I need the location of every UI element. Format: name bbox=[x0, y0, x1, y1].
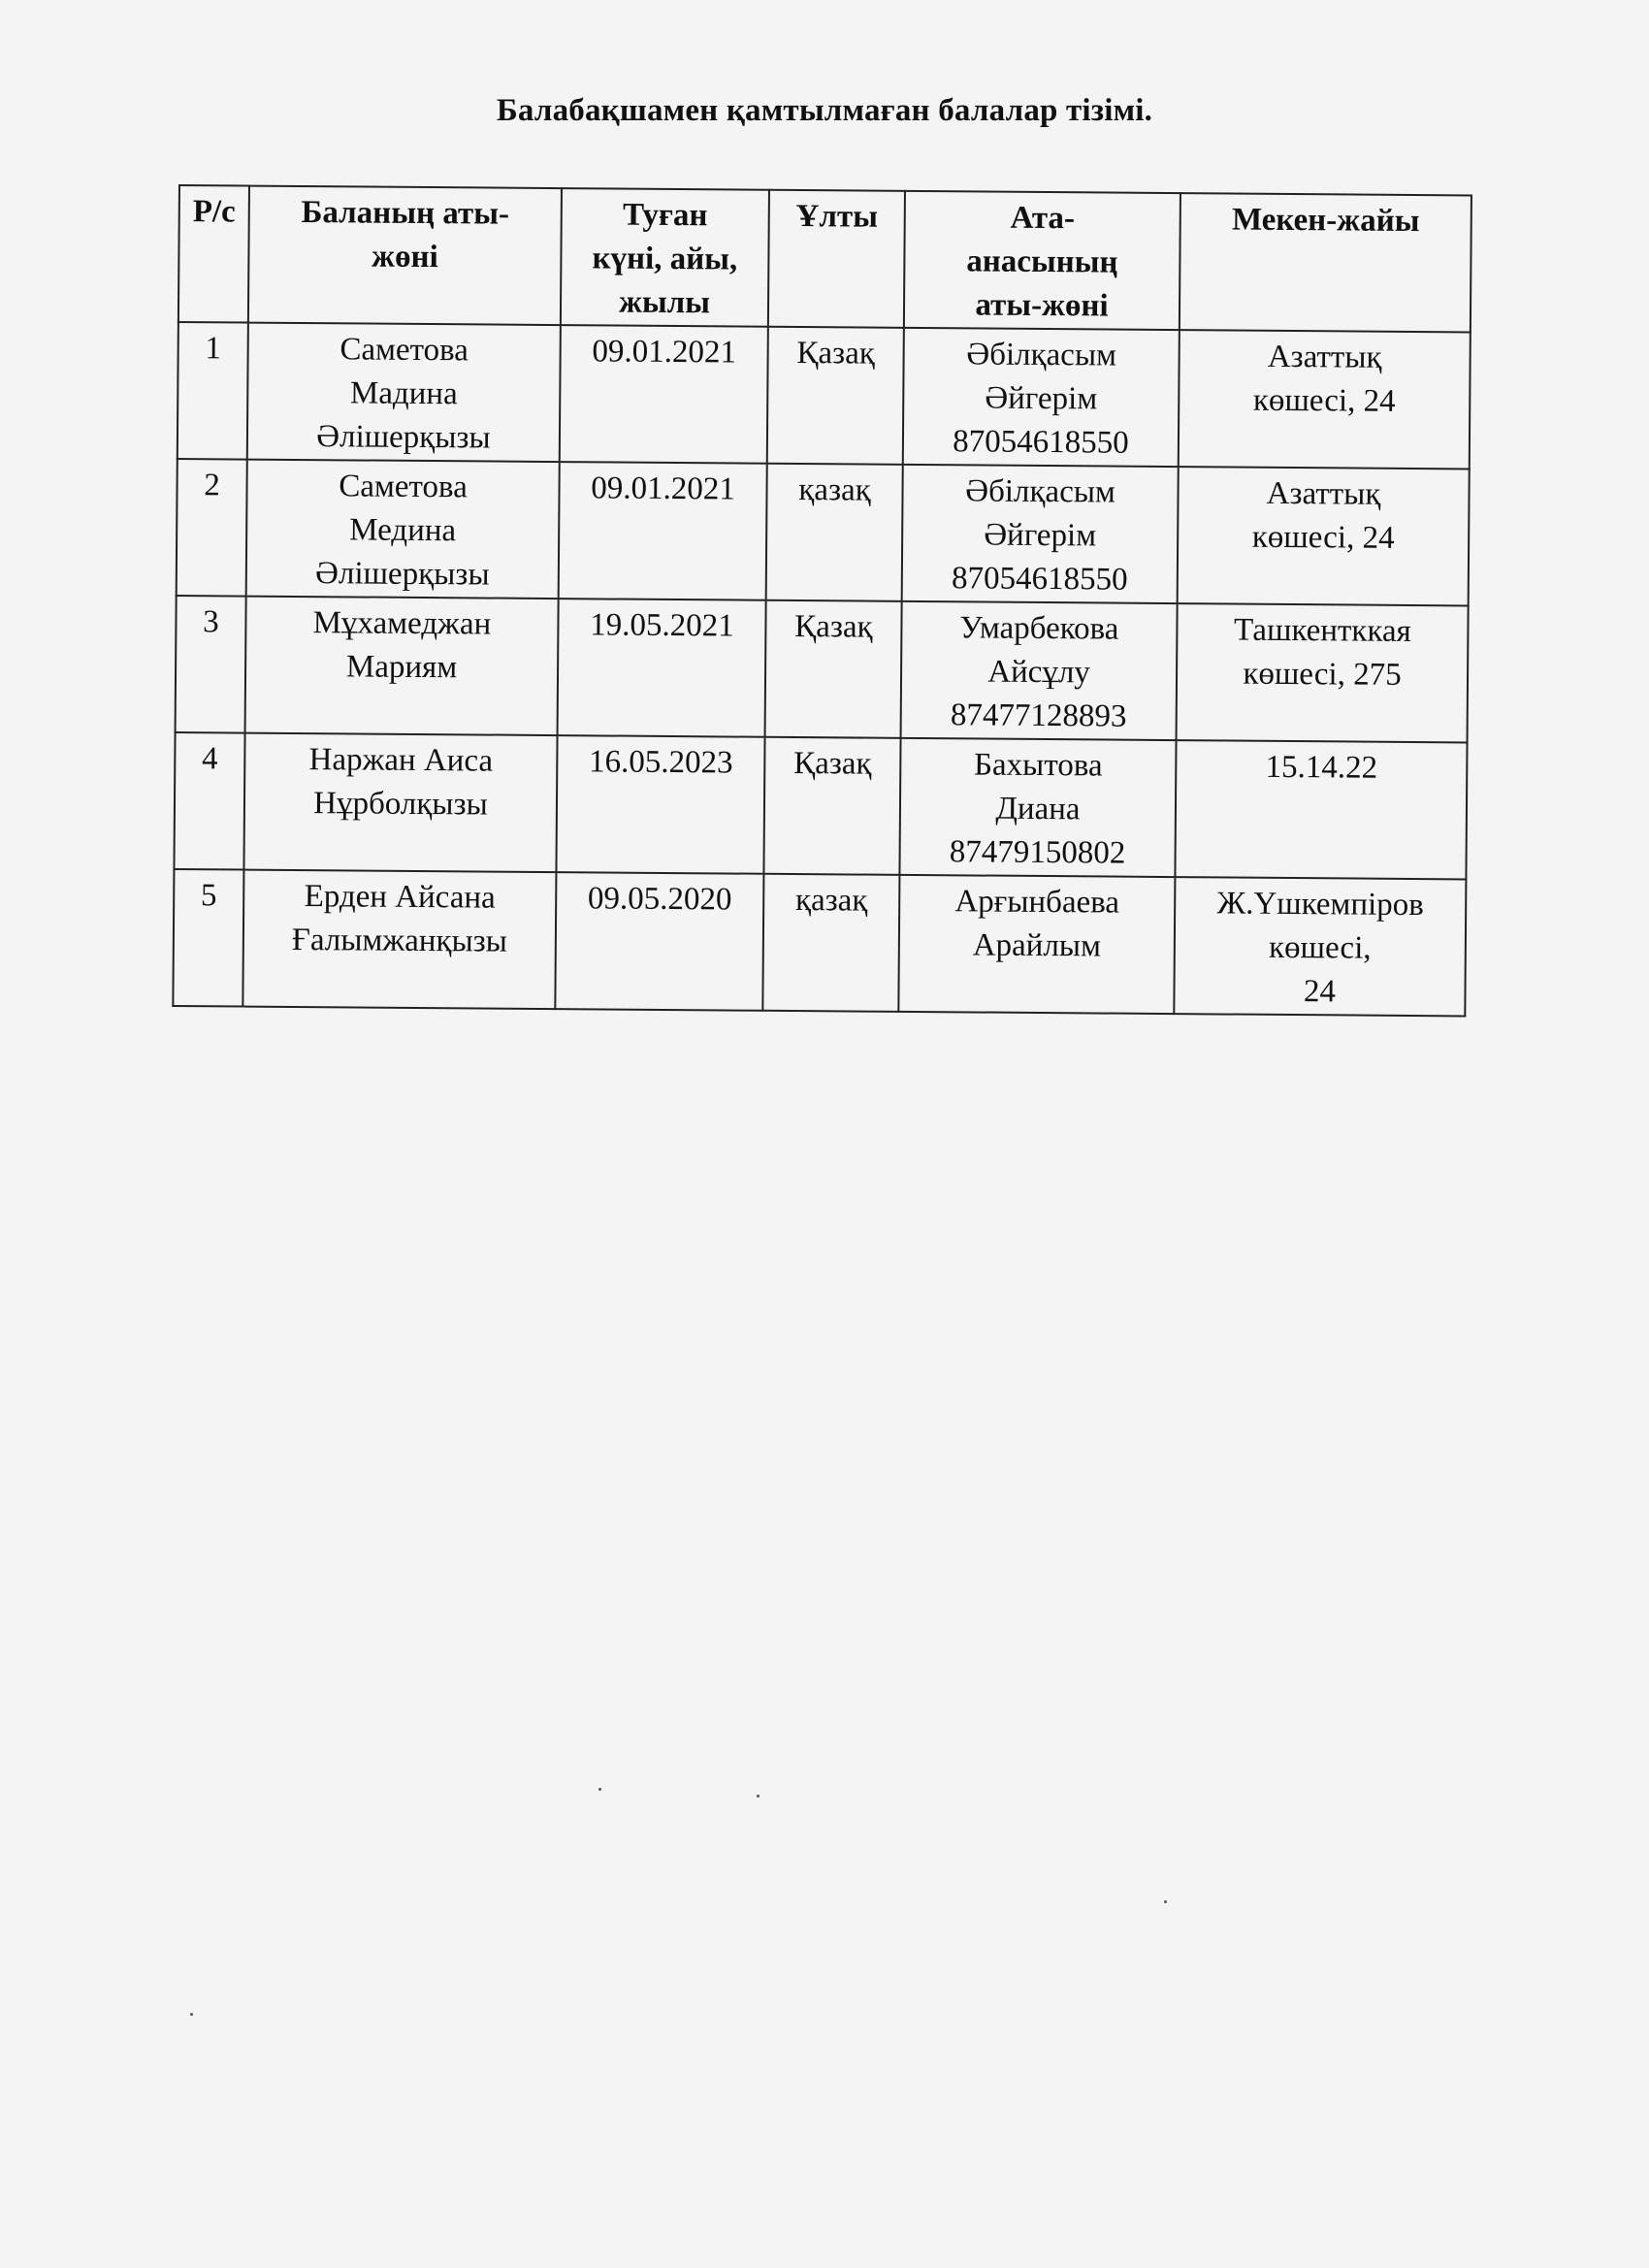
cell-child-name: Мұхамеджан Мариям bbox=[245, 597, 559, 736]
table-row bbox=[176, 596, 1469, 742]
cell-number: 2 bbox=[177, 459, 247, 597]
scan-speck bbox=[190, 2013, 193, 2016]
table-row bbox=[178, 322, 1471, 469]
cell-child-name: Саметова Мадина Әлішерқызы bbox=[247, 323, 561, 463]
table-header-row bbox=[178, 185, 1471, 332]
cell-parent-name: Әбілқасым Әйгерім 87054618550 bbox=[902, 465, 1179, 603]
scan-speck bbox=[757, 1795, 760, 1798]
cell-address: Ташкентккая көшесі, 275 bbox=[1177, 603, 1469, 742]
header-child-name: Баланың аты- жөні bbox=[248, 186, 562, 326]
cell-child-name: Наржан Аиса Нұрболқызы bbox=[243, 733, 557, 873]
cell-birth-date: 09.05.2020 bbox=[555, 872, 763, 1011]
cell-nationality: қазақ bbox=[766, 464, 903, 601]
cell-birth-date: 09.01.2021 bbox=[560, 325, 768, 464]
header-birth-date: Туған күні, айы, жылы bbox=[561, 188, 769, 327]
cell-parent-name: Умарбекова Айсұлу 87477128893 bbox=[901, 601, 1178, 740]
header-address: Мекен-жайы bbox=[1180, 193, 1471, 332]
cell-number: 3 bbox=[176, 596, 246, 733]
table-row bbox=[174, 732, 1467, 879]
table-row bbox=[173, 869, 1466, 1016]
cell-birth-date: 16.05.2023 bbox=[556, 735, 764, 874]
cell-birth-date: 09.01.2021 bbox=[559, 462, 767, 600]
cell-parent-name: Бахытова Диана 87479150802 bbox=[899, 738, 1176, 877]
children-list-table bbox=[172, 184, 1472, 1017]
cell-address: Ж.Үшкемпіров көшесі, 24 bbox=[1174, 877, 1466, 1016]
cell-address: 15.14.22 bbox=[1175, 740, 1467, 879]
scan-speck bbox=[598, 1788, 601, 1791]
cell-nationality: қазақ bbox=[762, 874, 899, 1012]
header-nationality: Ұлты bbox=[768, 190, 905, 328]
cell-parent-name: Әбілқасым Әйгерім 87054618550 bbox=[903, 328, 1180, 467]
cell-address: Азаттық көшесі, 24 bbox=[1179, 330, 1471, 469]
table-row bbox=[177, 459, 1470, 605]
header-parent-name: Ата- анасының аты-жөні bbox=[904, 191, 1180, 330]
cell-nationality: Қазақ bbox=[767, 327, 904, 465]
cell-child-name: Ерден Айсана Ғалымжанқызы bbox=[242, 870, 556, 1010]
document-title: Балабақшамен қамтылмаған балалар тізімі. bbox=[496, 93, 1153, 128]
header-number: Р/с bbox=[178, 185, 249, 323]
scan-speck bbox=[1164, 1900, 1167, 1903]
cell-child-name: Саметова Медина Әлішерқызы bbox=[246, 460, 560, 599]
cell-address: Азаттық көшесі, 24 bbox=[1178, 467, 1470, 605]
cell-nationality: Қазақ bbox=[763, 737, 900, 875]
cell-parent-name: Арғынбаева Арайлым bbox=[898, 875, 1175, 1014]
cell-nationality: Қазақ bbox=[765, 600, 902, 738]
cell-birth-date: 19.05.2021 bbox=[558, 599, 766, 737]
cell-number: 4 bbox=[174, 732, 244, 870]
cell-number: 5 bbox=[173, 869, 243, 1007]
cell-number: 1 bbox=[178, 322, 248, 460]
